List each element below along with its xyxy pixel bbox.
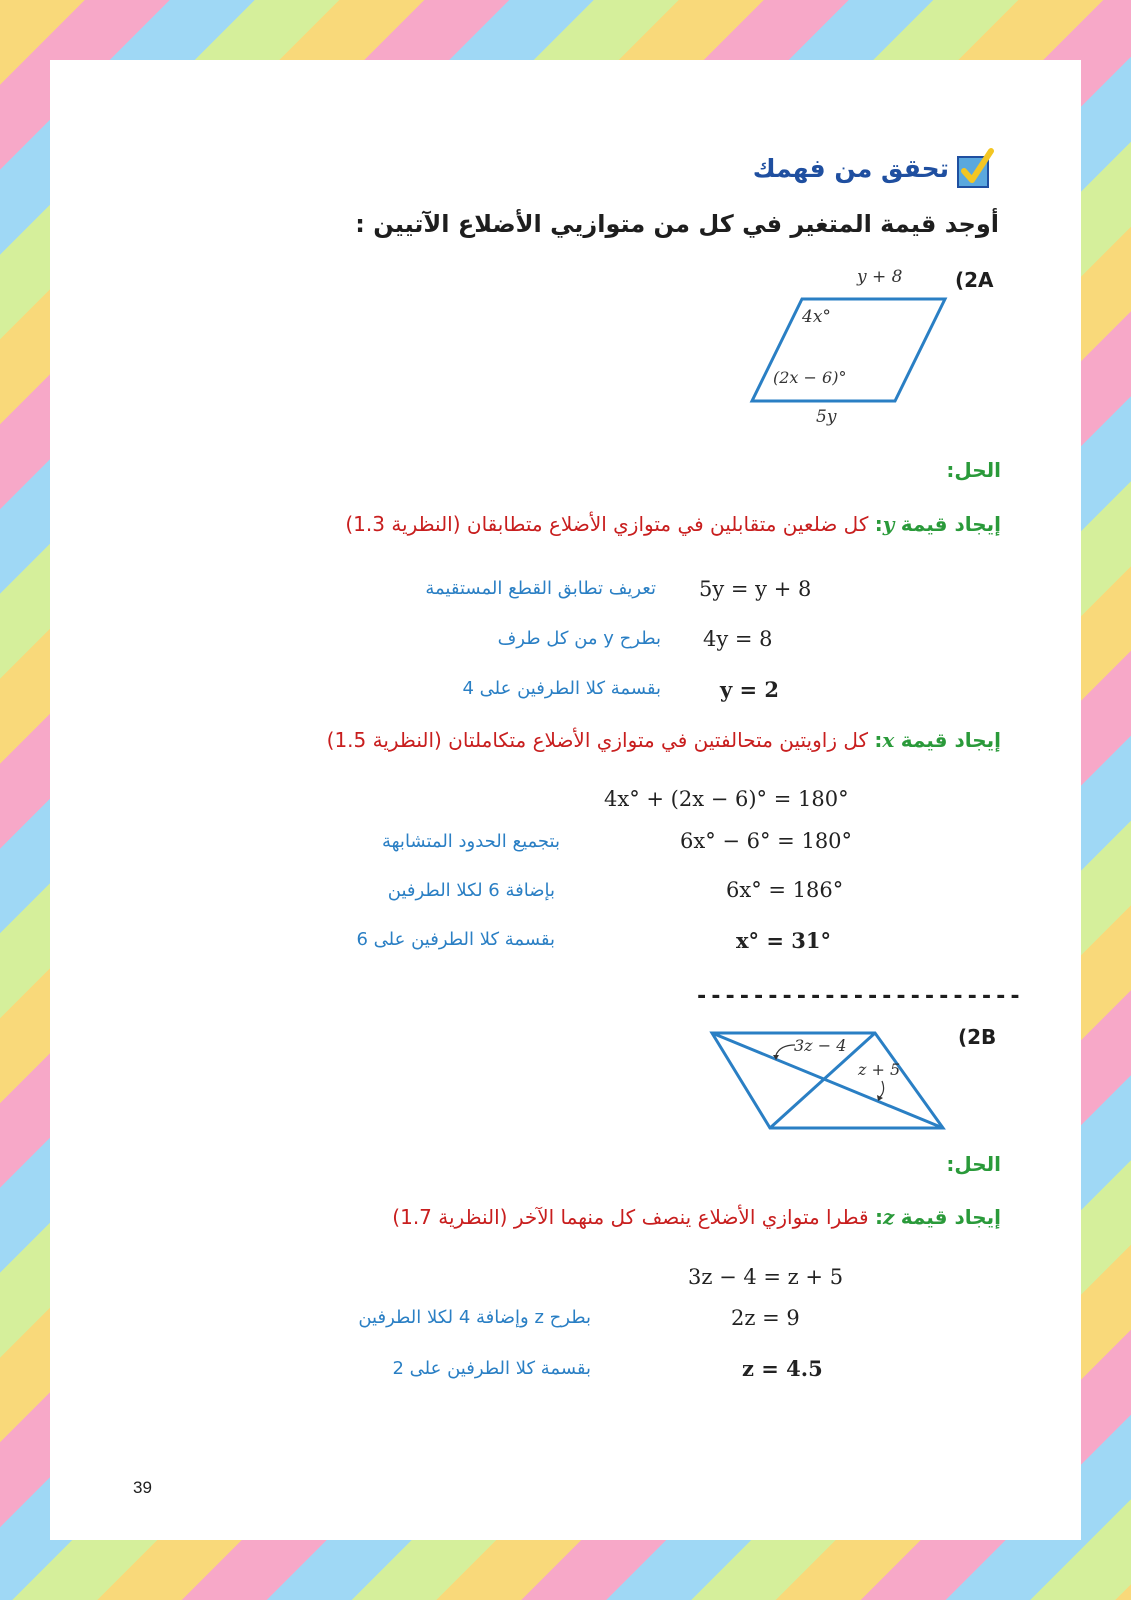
equation-y-2: 4y = 8 bbox=[703, 627, 773, 651]
find-x-colon: : bbox=[874, 728, 883, 752]
segment-label-1: 3z − 4 bbox=[794, 1036, 847, 1055]
find-x-prefix: إيجاد قيمة bbox=[900, 728, 1001, 752]
angle-label-bottom: (2x − 6)° bbox=[773, 368, 847, 387]
equation-z-3: z = 4.5 bbox=[742, 1356, 823, 1381]
reason-y-2: بطرح y من كل طرف bbox=[497, 628, 661, 649]
side-label-bottom: 5y bbox=[816, 407, 837, 427]
section-divider: ----------------------- bbox=[695, 984, 1023, 1009]
instruction-text: أوجد قيمة المتغير في كل من متوازيي الأضلاع الآتيين : bbox=[355, 210, 999, 238]
find-y-prefix: إيجاد قيمة bbox=[900, 512, 1001, 536]
side-label-top: y + 8 bbox=[857, 267, 903, 287]
find-y-statement: كل ضلعين متقابلين في متوازي الأضلاع متطابقان (النظرية 1.3) bbox=[345, 512, 869, 536]
reason-y-3: بقسمة كلا الطرفين على 4 bbox=[462, 678, 661, 699]
equation-z-2: 2z = 9 bbox=[731, 1306, 800, 1330]
equation-x-2: 6x° − 6° = 180° bbox=[680, 829, 853, 853]
equation-y-3: y = 2 bbox=[720, 677, 780, 702]
segment-label-2: z + 5 bbox=[858, 1060, 901, 1079]
find-z-colon: : bbox=[874, 1205, 883, 1229]
find-y-colon: : bbox=[874, 512, 883, 536]
reason-x-3: بإضافة 6 لكلا الطرفين bbox=[387, 880, 555, 901]
equation-z-1: 3z − 4 = z + 5 bbox=[688, 1265, 844, 1289]
problem-label-2b: (2B bbox=[958, 1025, 997, 1049]
find-x-heading bbox=[327, 728, 1001, 752]
page-number: 39 bbox=[133, 1478, 152, 1497]
find-z-var: z bbox=[882, 1205, 895, 1229]
solution-label-2a: الحل: bbox=[946, 458, 1001, 482]
parallelogram-2a-figure bbox=[740, 262, 960, 432]
find-x-statement: كل زاويتين متحالفتين في متوازي الأضلاع متكاملتان (النظرية 1.5) bbox=[326, 728, 869, 752]
equation-x-1: 4x° + (2x − 6)° = 180° bbox=[604, 787, 849, 811]
reason-x-4: بقسمة كلا الطرفين على 6 bbox=[356, 929, 555, 950]
find-y-heading bbox=[345, 512, 1001, 536]
reason-y-1: تعريف تطابق القطع المستقيمة bbox=[425, 578, 656, 599]
find-z-prefix: إيجاد قيمة bbox=[900, 1205, 1001, 1229]
reason-z-2: بطرح z وإضافة 4 لكلا الطرفين bbox=[358, 1307, 591, 1328]
find-z-heading bbox=[392, 1205, 1001, 1229]
reason-x-2: بتجميع الحدود المتشابهة bbox=[381, 831, 560, 852]
equation-y-1: 5y = y + 8 bbox=[699, 577, 812, 601]
find-y-var: y bbox=[882, 512, 895, 536]
find-x-var: x bbox=[882, 728, 895, 752]
angle-label-top: 4x° bbox=[802, 307, 831, 327]
solution-label-2b: الحل: bbox=[946, 1152, 1001, 1176]
section-title: تحقق من فهمك bbox=[752, 154, 949, 183]
equation-x-3: 6x° = 186° bbox=[726, 878, 844, 902]
parallelogram-2b-figure bbox=[700, 1025, 950, 1132]
problem-label-2a: (2A bbox=[955, 268, 994, 292]
check-icon bbox=[955, 147, 995, 191]
reason-z-3: بقسمة كلا الطرفين على 2 bbox=[392, 1358, 591, 1379]
find-z-statement: قطرا متوازي الأضلاع ينصف كل منهما الآخر (النظرية 1.7) bbox=[392, 1205, 869, 1229]
equation-x-4: x° = 31° bbox=[736, 928, 831, 953]
